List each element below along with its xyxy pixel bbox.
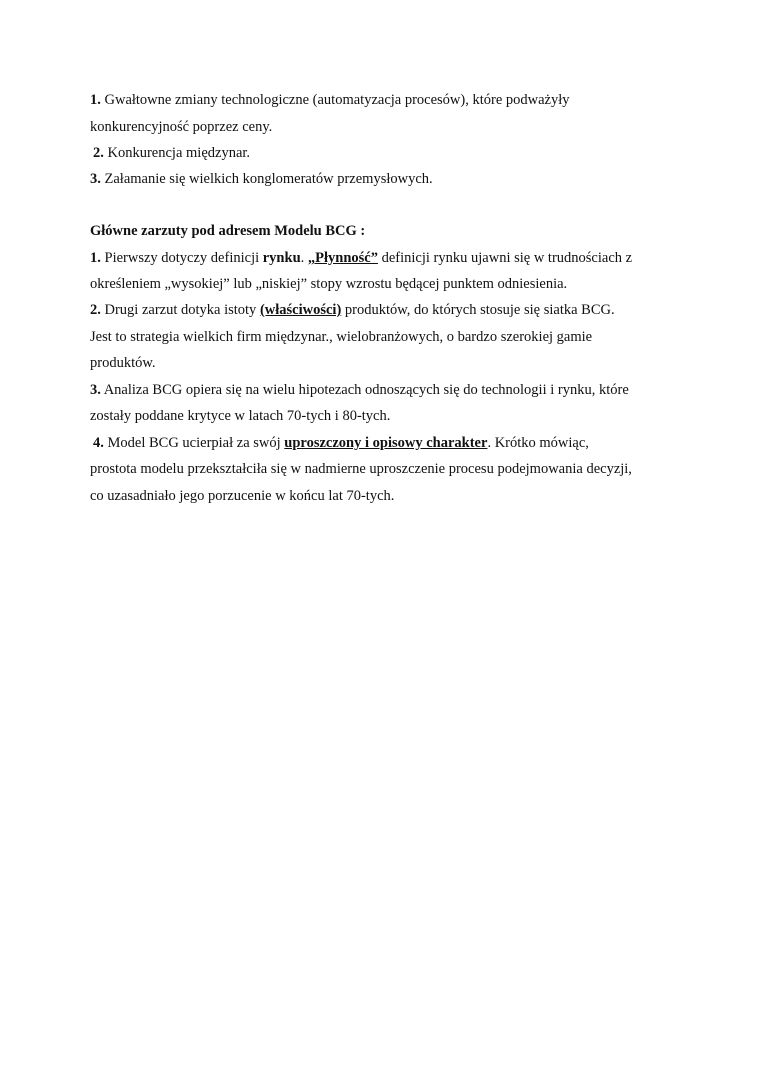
item-number: 4. <box>93 435 104 451</box>
criticism-item-2: 2. Drugi zarzut dotyka istoty (właściwości) produktów, do których stosuje się siatka BCG. <box>90 302 615 318</box>
criticism-item-1-continuation: określeniem „wysokiej” lub „niskiej” stopy wzrostu będącej punktem odniesienia. <box>90 276 568 292</box>
item-text: Załamanie się wielkich konglomeratów przemysłowych. <box>104 171 433 187</box>
item-text: Gwałtowne zmiany technologiczne (automatyzacja procesów), które podważyły <box>104 92 570 108</box>
item-number: 2. <box>93 145 104 161</box>
item-number: 3. <box>90 171 101 187</box>
criticism-item-4-continuation-1: prostota modelu przekształciła się w nadmierne uproszczenie procesu podejmowania decyzji, <box>90 461 632 477</box>
intro-item-2 <box>93 144 250 162</box>
bold-term: rynku <box>262 250 301 266</box>
criticism-item-4-continuation-2: co uzasadniało jego porzucenie w końcu lat 70-tych. <box>90 488 395 504</box>
underlined-term: (właściwości) <box>259 302 342 318</box>
item-number: 1. <box>90 250 101 266</box>
item-number: 2. <box>90 302 101 318</box>
criticism-item-2-continuation-2: produktów. <box>90 355 156 371</box>
item-text: Konkurencja międzynar. <box>107 145 251 161</box>
underlined-term: „Płynność” <box>307 250 378 266</box>
criticism-item-3-continuation: zostały poddane krytyce w latach 70-tych i 80-tych. <box>90 408 391 424</box>
criticism-item-1: 1. Pierwszy dotyczy definicji rynku. „Płynność” definicji rynku ujawni się w trudnościach z <box>90 250 633 266</box>
intro-item-1-continuation: konkurencyjność poprzez ceny. <box>90 119 273 135</box>
section-heading: Główne zarzuty pod adresem Modelu BCG : <box>90 223 366 239</box>
intro-item-3 <box>90 170 433 188</box>
intro-item-1 <box>90 91 570 109</box>
item-number: 1. <box>90 92 101 108</box>
underlined-term: uproszczony i opisowy charakter <box>284 435 488 451</box>
item-number: 3. <box>90 382 101 398</box>
criticism-item-3: 3. Analiza BCG opiera się na wielu hipotezach odnoszących się do technologii i rynku, które <box>90 382 629 398</box>
criticism-item-4: 4. Model BCG ucierpiał za swój uproszczony i opisowy charakter. Krótko mówiąc, <box>93 435 589 451</box>
criticism-item-2-continuation-1: Jest to strategia wielkich firm międzynar., wielobranżowych, o bardzo szerokiej gamie <box>90 329 593 345</box>
